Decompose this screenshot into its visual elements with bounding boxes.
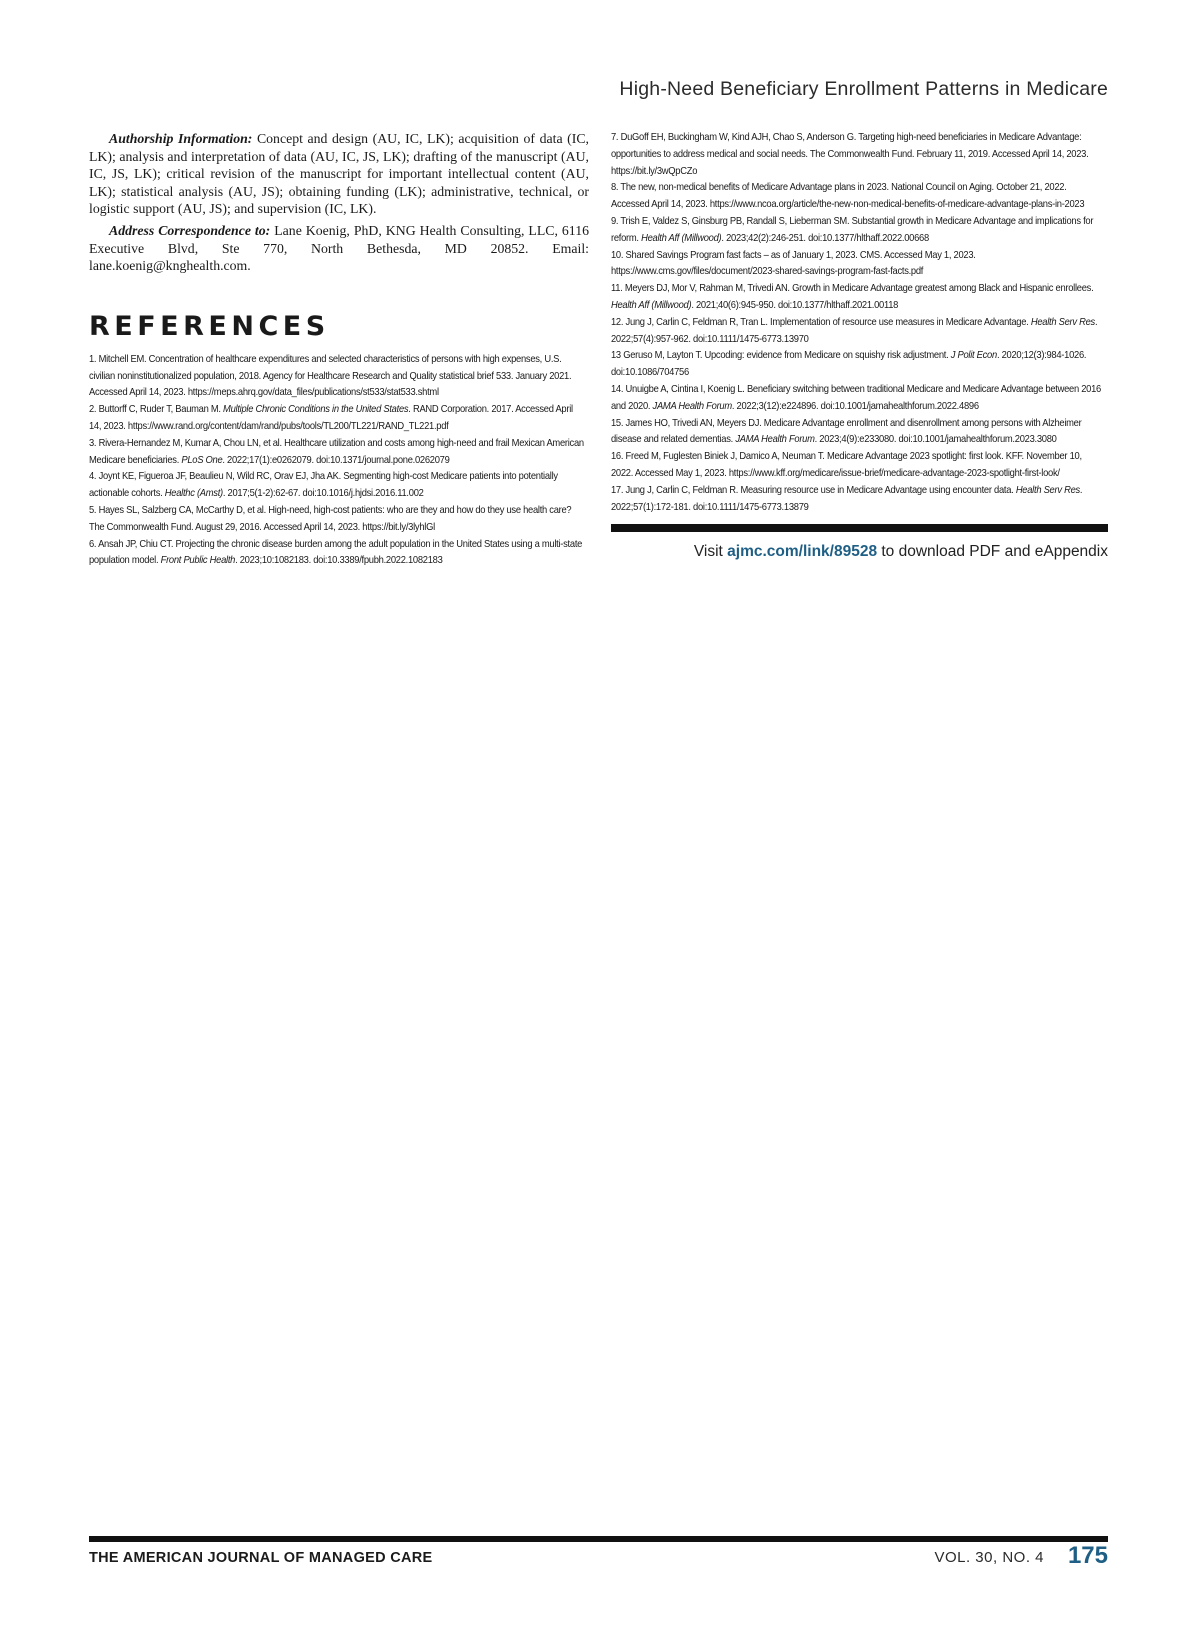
- page-number: 175: [1067, 1542, 1108, 1569]
- correspondence-paragraph: [89, 222, 589, 275]
- reference-item: 15. James HO, Trivedi AN, Meyers DJ. Medicare Advantage enrollment and disenrollment among persons with Alzheimer disease and related dementias. JAMA Health Forum. 2023;4(9):e233080. doi:10.1001/jamahealthforum.2023.3080: [611, 417, 1082, 446]
- footer-journal-name: THE AMERICAN JOURNAL OF MANAGED CARE: [89, 1550, 433, 1566]
- correspondence-lead: Address Correspondence to:: [109, 222, 271, 238]
- download-note: Visit ajmc.com/link/89528 to download PDF and eAppendix: [693, 543, 1108, 561]
- download-link[interactable]: ajmc.com/link/89528: [727, 543, 878, 561]
- references-heading: REFERENCES: [89, 310, 330, 342]
- authorship-text: Concept and design (AU, IC, LK); acquisition of data (IC, LK); analysis and interpretation of data (AU, IC, JS, LK); drafting of the manuscript (AU, IC, JS, LK); critical revision of the manuscript for important intellectual content (AU, LK); statistical analysis (AU, JS); obtaining funding (LK); administrative, technical, or logistic support (AU, JS); and supervision (IC, LK).: [89, 131, 589, 217]
- references-list-right: [611, 130, 1105, 516]
- reference-item: 10. Shared Savings Program fast facts – as of January 1, 2023. CMS. Accessed May 1, 2023. https://www.cms.gov/files/document/2023-shared-savings-program-fast-facts.pdf: [611, 249, 976, 278]
- footer-rule: [89, 1536, 1108, 1542]
- references-list-left: [89, 352, 586, 570]
- reference-item: 3. Rivera-Hernandez M, Kumar A, Chou LN, et al. Healthcare utilization and costs among high-need and frail Mexican American Medicare beneficiaries. PLoS One. 2022;17(1):e0262079. doi:10.1371/journal.pone.0262079: [89, 437, 584, 466]
- reference-item: 9. Trish E, Valdez S, Ginsburg PB, Randall S, Lieberman SM. Substantial growth in Medicare Advantage and implications for reform. Health Aff (Millwood). 2023;42(2):246-251. doi:10.1377/hlthaff.2022.00668: [611, 215, 1094, 244]
- reference-item: 2. Buttorff C, Ruder T, Bauman M. Multiple Chronic Conditions in the United States. RAND Corporation. 2017. Accessed April 14, 2023. https://www.rand.org/content/dam/rand/pubs/tools/TL200/TL221/RAND_TL221.pdf: [89, 404, 573, 432]
- correspondence-text: Lane Koenig, PhD, KNG Health Consulting, LLC, 6116 Executive Blvd, Ste 770, North Bethesda, MD 20852. Email: lane.koenig@knghealth.com.: [89, 222, 589, 274]
- authorship-paragraph: [89, 130, 589, 218]
- reference-item: 13 Geruso M, Layton T. Upcoding: evidence from Medicare on squishy risk adjustment. J Polit Econ. 2020;12(3):984-1026. doi:10.1086/704756: [611, 350, 1087, 379]
- reference-item: 5. Hayes SL, Salzberg CA, McCarthy D, et al. High-need, high-cost patients: who are they and how do they use health care? The Commonwealth Fund. August 29, 2016. Accessed April 14, 2023. https://bit.ly/3lyhlGl: [89, 504, 572, 533]
- reference-item: 7. DuGoff EH, Buckingham W, Kind AJH, Chao S, Anderson G. Targeting high-need beneficiaries in Medicare Advantage: opportunities to address medical and social needs. The Commonwealth Fund. February 11, 2019. Accessed April 14, 2023. https://bit.ly/3wQpCZo: [611, 132, 1089, 177]
- footer-volume: VOL. 30, NO. 4: [934, 1549, 1044, 1566]
- reference-item: 4. Joynt KE, Figueroa JF, Beaulieu N, Wild RC, Orav EJ, Jha AK. Segmenting high-cost Medicare patients into potentially actionable cohorts. Healthc (Amst). 2017;5(1-2):62-67. doi:10.1016/j.hjdsi.2016.11.002: [89, 471, 558, 500]
- authorship-lead: Authorship Information:: [109, 131, 253, 146]
- left-column: [89, 130, 589, 570]
- reference-item: 11. Meyers DJ, Mor V, Rahman M, Trivedi AN. Growth in Medicare Advantage greatest among Black and Hispanic enrollees. Health Aff (Millwood). 2021;40(6):945-950. doi:10.1377/hlthaff.2021.00118: [611, 283, 1094, 311]
- section-divider: [611, 524, 1108, 532]
- reference-item: 6. Ansah JP, Chiu CT. Projecting the chronic disease burden among the adult population in the United States using a multi-state population model. Front Public Health. 2023;10:1082183. doi:10.3389/fpubh.2022.1082183: [89, 538, 583, 567]
- reference-item: 12. Jung J, Carlin C, Feldman R, Tran L. Implementation of resource use measures in Medicare Advantage. Health Serv Res. 2022;57(4):957-962. doi:10.1111/1475-6773.13970: [611, 316, 1098, 345]
- reference-item: 8. The new, non-medical benefits of Medicare Advantage plans in 2023. National Council on Aging. October 21, 2022. Accessed April 14, 2023. https://www.ncoa.org/article/the-new-non-medical-benefits-of-medicare-advantage-plans-in-2023: [611, 182, 1085, 211]
- reference-item: 1. Mitchell EM. Concentration of healthcare expenditures and selected characteristics of persons with high expenses, U.S. civilian noninstitutionalized population, 2018. Agency for Healthcare Research and Quality statistical brief 533. January 2021. Accessed April 14, 2023. https://meps.ahrq.gov/data_files/publications/st533/stat533.shtml: [89, 353, 572, 399]
- reference-item: 16. Freed M, Fuglesten Biniek J, Damico A, Neuman T. Medicare Advantage 2023 spotlight: first look. KFF. November 10, 2022. Accessed May 1, 2023. https://www.kff.org/medicare/issue-brief/medicare-advantage-2023-spotlight-first-look/: [611, 451, 1082, 479]
- running-title: High-Need Beneficiary Enrollment Patterns in Medicare: [619, 78, 1108, 100]
- reference-item: 17. Jung J, Carlin C, Feldman R. Measuring resource use in Medicare Advantage using encounter data. Health Serv Res. 2022;57(1):172-181. doi:10.1111/1475-6773.13879: [611, 484, 1083, 513]
- reference-item: 14. Unuigbe A, Cintina I, Koenig L. Beneficiary switching between traditional Medicare and Medicare Advantage between 2016 and 2020. JAMA Health Forum. 2022;3(12):e224896. doi:10.1001/jamahealthforum.2022.4896: [611, 383, 1101, 412]
- right-column: [611, 130, 1108, 561]
